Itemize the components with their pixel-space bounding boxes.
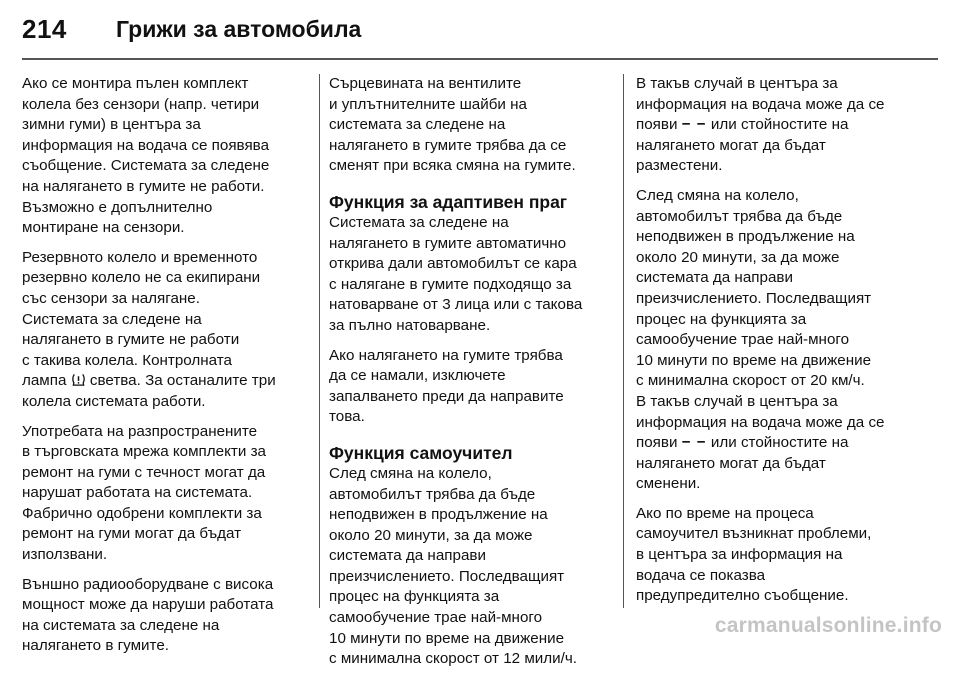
text-line: в търговската мрежа комплекти за [22,443,266,461]
text-line: със сензори за налягане. [22,289,200,307]
text-line: мощност може да наруши работата [22,596,274,614]
text-line: информация на водача може да се [636,413,885,431]
text-line: на налягането в гумите не работи. [22,177,265,195]
text-line: информация на водача може да се [636,95,885,113]
column-2 [329,74,607,679]
dash-symbol: − − [681,116,707,134]
dash-symbol: − − [681,434,707,452]
header-rule [22,58,938,60]
text-line: самоучител възникнат проблеми, [636,525,872,543]
text-line: нарушат работата на системата. [22,484,253,502]
text-line: Употребата на разпространените [22,422,258,440]
text-line: това. [329,408,365,426]
text-line: предупредително съобщение. [636,587,849,605]
text-line: разместени. [636,157,723,175]
text-line: съобщение. Системата за следене [22,157,270,175]
dash-prefix: появи [636,434,678,452]
text-line: водача се показва [636,566,766,584]
text-line: В такъв случай в центъра за [636,75,838,92]
tire-pressure-warning-icon [71,373,86,387]
dash-prefix: появи [636,116,678,134]
text-line: с минимална скорост от 12 мили/ч. [329,650,577,668]
text-line: налягането в гумите трябва да се [329,136,567,154]
text-line: самообучение трае най-много [329,609,543,627]
text-line: процес на функцията за [636,310,807,328]
paragraph-spare-wheel [22,248,304,413]
text-line: процес на функцията за [329,588,500,606]
text-line: натоварване от 3 лица или с такова [329,296,583,314]
text-line: 10 минути по време на движение [329,629,565,647]
heading-adaptive-threshold: Функция за адаптивен праг [329,191,568,212]
text-line: Резервното колело и временното [22,248,258,266]
paragraph-dashes-displayed [636,74,936,177]
paragraph-repair-kits [22,422,304,566]
text-line: системата за следене на [329,116,506,134]
text-line: с такива колела. Контролната [22,351,233,369]
dash-suffix: или стойностите на [710,434,849,452]
text-line: Ако налягането на гумите трябва [329,346,563,364]
text-line: Системата за следене на [329,213,509,231]
text-line: Възможно е допълнително [22,198,213,216]
text-line: запалването преди да направите [329,387,564,405]
text-line: системата да направи [329,547,486,565]
text-line: налягането в гумите. [22,637,169,655]
text-line: Сърцевината на вентилите [329,75,522,92]
text-line: В такъв случай в центъра за [636,392,838,410]
text-line: сменят при всяка смяна на гумите. [329,157,576,175]
text-line: на системата за следене на [22,616,220,634]
text-line: използвани. [22,546,108,564]
text-line: самообучение трае най-много [636,331,850,349]
text-line: зимни гуми) в центъра за [22,116,201,134]
paragraph-radio-equipment [22,575,304,657]
lamp-word: лампа [22,372,67,390]
text-line: с налягане в гумите подходящо за [329,275,572,293]
column-1 [22,74,304,666]
column-divider-1 [319,74,320,608]
text-line-with-dashes [636,115,936,136]
paragraph-learning-problems [636,504,936,607]
text-line: колела системата работи. [22,392,206,410]
text-line: за пълно натоварване. [329,316,491,334]
text-line: резервно колело не са екипирани [22,269,261,287]
text-line: да се намали, изключете [329,367,506,385]
text-line: информация на водача се появява [22,136,270,154]
paragraph-adaptive-threshold [329,213,607,337]
paragraph-wheel-change-kmh [636,186,936,495]
text-line-with-lamp [22,371,304,392]
text-line: Ако се монтира пълен комплект [22,75,249,92]
text-line: с минимална скорост от 20 км/ч. [636,372,865,390]
page-number: 214 [22,14,67,44]
text-line: 10 минути по време на движение [636,351,872,369]
text-line: След смяна на колело, [329,464,492,482]
text-line: ремонт на гуми с течност могат да [22,463,266,481]
text-line: Фабрично одобрени комплекти за [22,504,262,522]
page-title: Грижи за автомобила [116,16,362,42]
paragraph-self-learning [329,464,607,670]
lamp-sentence-rest: светва. За останалите три [89,372,276,390]
column-divider-2 [623,74,624,608]
text-line: преизчислението. Последващият [329,567,565,585]
page-header [0,0,960,62]
paragraph-full-set-no-sensors [22,74,304,239]
watermark: carmanualsonline.info [714,614,942,637]
text-line: налягането могат да бъдат [636,454,826,472]
text-line: автомобилът трябва да бъде [329,485,536,503]
paragraph-reduce-pressure [329,346,607,428]
text-line: налягането могат да бъдат [636,136,826,154]
text-line: автомобилът трябва да бъде [636,207,843,225]
text-line: налягането в гумите автоматично [329,234,567,252]
text-line: и уплътнителните шайби на [329,95,527,113]
text-line: около 20 минути, за да може [329,526,533,544]
text-line: Ако по време на процеса [636,504,814,522]
paragraph-valve-cores [329,74,607,177]
dash-suffix: или стойностите на [710,116,849,134]
text-line: След смяна на колело, [636,186,799,204]
text-line: около 20 минути, за да може [636,248,840,266]
text-line: налягането в гумите не работи [22,331,240,349]
text-line: Системата за следене на [22,310,202,328]
text-line: ремонт на гуми могат да бъдат [22,525,242,543]
text-line: неподвижен в продължение на [636,228,855,246]
heading-self-learning: Функция самоучител [329,442,513,463]
column-3 [636,74,936,616]
text-line: системата да направи [636,269,793,287]
text-line: преизчислението. Последващият [636,289,872,307]
text-line: в центъра за информация на [636,546,843,564]
text-line: колела без сензори (напр. четири [22,95,260,113]
text-line: монтиране на сензори. [22,219,185,237]
text-line: неподвижен в продължение на [329,506,548,524]
text-line: сменени. [636,475,701,493]
text-line-with-dashes [636,433,936,454]
text-line: открива дали автомобилът се кара [329,255,577,273]
text-line: Външно радиооборудване с висока [22,575,274,593]
